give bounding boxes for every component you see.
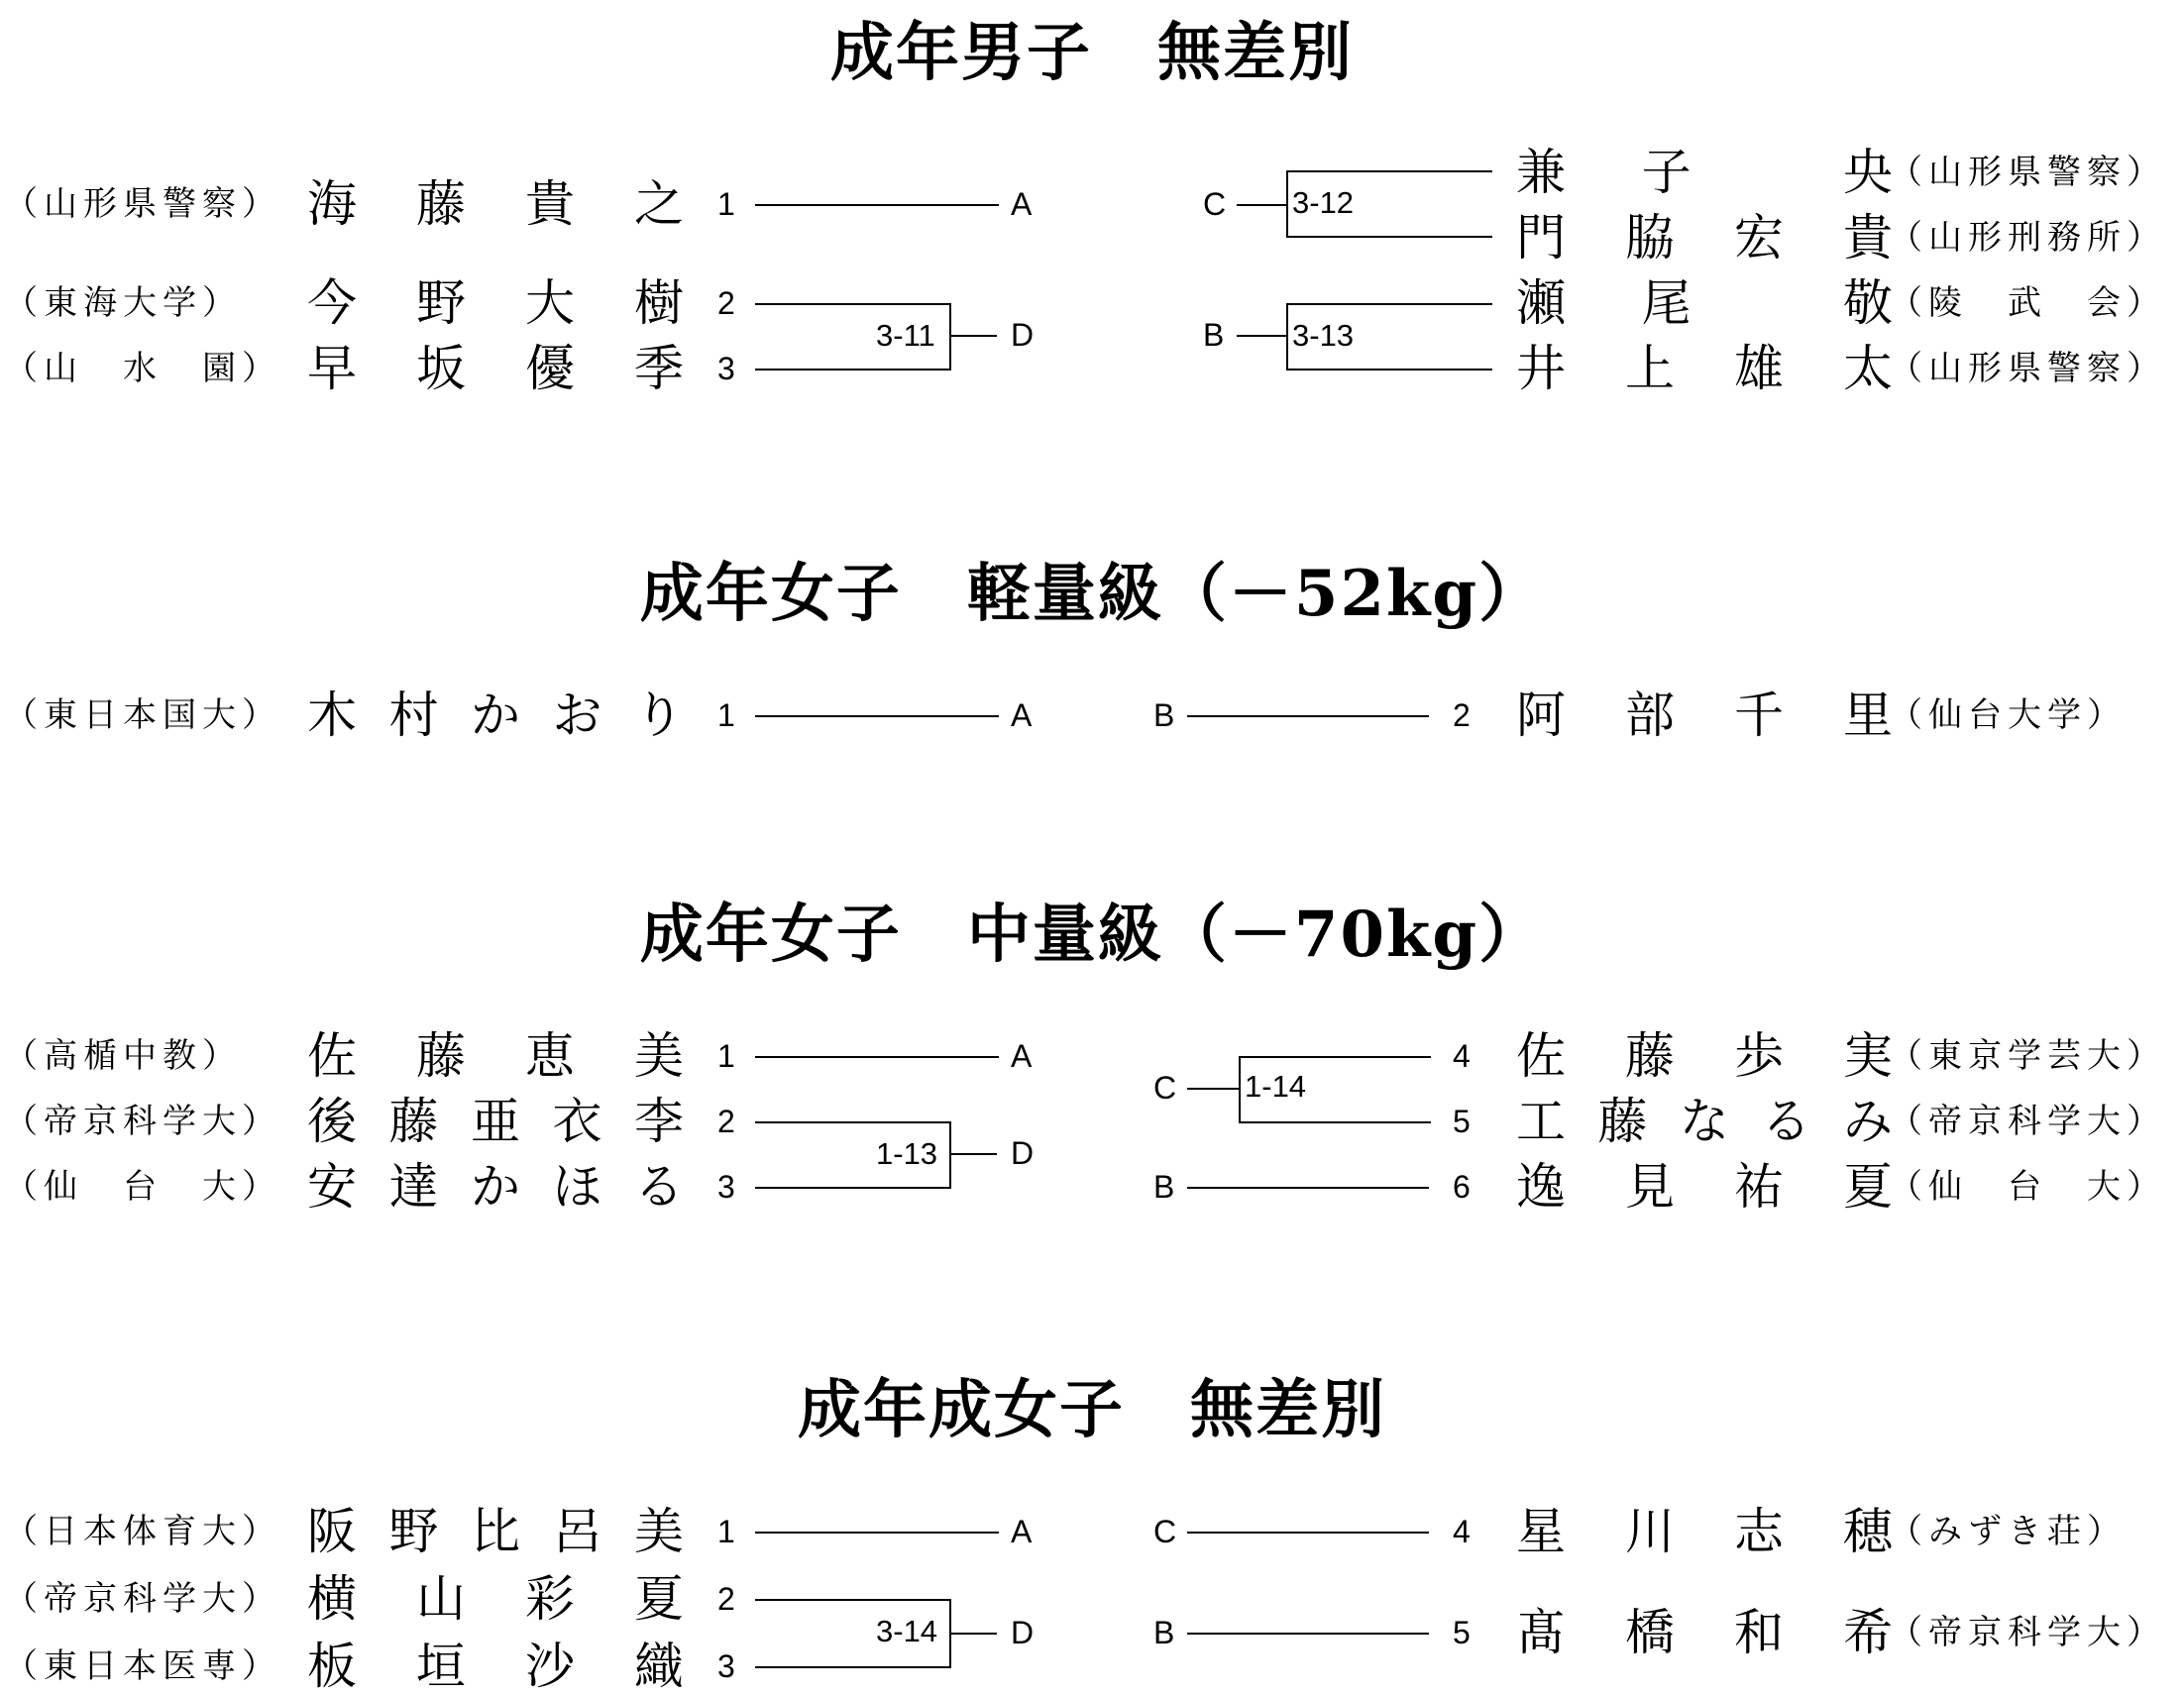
seed-number: 1 bbox=[717, 186, 735, 222]
seed-number: 2 bbox=[717, 285, 735, 321]
seed-number: 5 bbox=[1453, 1615, 1471, 1650]
match-score: 1-13 bbox=[876, 1136, 938, 1171]
bracket-label: D bbox=[1011, 1135, 1035, 1171]
right-affiliation: （山形県警察） bbox=[1889, 349, 2166, 388]
right-affiliation: （山形刑務所） bbox=[1889, 218, 2166, 258]
right-affiliation: （仙 台 大） bbox=[1889, 1167, 2166, 1207]
seed-number: 3 bbox=[717, 351, 735, 386]
bracket-label: C bbox=[1153, 1070, 1177, 1106]
bracket-line bbox=[1187, 1633, 1429, 1635]
match-score: 3-11 bbox=[876, 318, 935, 353]
right-athlete-name: 星 川 志 穂 bbox=[1516, 1503, 1893, 1560]
right-affiliation: （陵 武 会） bbox=[1889, 283, 2166, 323]
left-affiliation: （山 水 園） bbox=[4, 349, 281, 388]
bracket-line bbox=[951, 1153, 997, 1155]
bracket-label: B bbox=[1153, 1169, 1175, 1205]
bracket-label: B bbox=[1153, 697, 1175, 733]
left-athlete-name: 後 藤 亜 衣 李 bbox=[307, 1093, 684, 1150]
bracket-line bbox=[755, 715, 999, 717]
right-athlete-name: 門 脇 宏 貴 bbox=[1516, 209, 1893, 266]
left-affiliation: （帝京科学大） bbox=[4, 1102, 281, 1141]
section-title: 成年成女子 無差別 bbox=[798, 1373, 1386, 1447]
bracket-label: D bbox=[1011, 317, 1035, 353]
right-athlete-name: 逸 見 祐 夏 bbox=[1516, 1158, 1893, 1216]
seed-number: 1 bbox=[717, 1038, 735, 1074]
left-athlete-name: 板 垣 沙 織 bbox=[307, 1638, 684, 1695]
bracket-line bbox=[755, 204, 999, 206]
bracket-line bbox=[951, 1633, 997, 1635]
left-affiliation: （帝京科学大） bbox=[4, 1579, 281, 1619]
left-athlete-name: 海 藤 貴 之 bbox=[307, 175, 684, 233]
match-score: 3-12 bbox=[1292, 185, 1355, 220]
left-athlete-name: 安 達 か ほ る bbox=[307, 1158, 684, 1216]
left-affiliation: （山形県警察） bbox=[4, 184, 281, 224]
left-athlete-name: 早 坂 優 季 bbox=[307, 340, 684, 397]
right-athlete-name: 髙 橋 和 希 bbox=[1516, 1604, 1893, 1661]
bracket-label: D bbox=[1011, 1615, 1035, 1650]
bracket-label: C bbox=[1153, 1514, 1177, 1549]
bracket-line bbox=[951, 335, 997, 337]
right-affiliation: （帝京科学大） bbox=[1889, 1102, 2166, 1141]
left-athlete-name: 横 山 彩 夏 bbox=[307, 1570, 684, 1628]
right-athlete-name: 阿 部 千 里 bbox=[1516, 687, 1893, 744]
seed-number: 6 bbox=[1453, 1169, 1471, 1205]
bracket-line bbox=[1187, 1088, 1239, 1090]
left-athlete-name: 阪 野 比 呂 美 bbox=[307, 1503, 684, 1560]
section-title: 成年女子 軽量級（－52kg） bbox=[639, 557, 1545, 631]
section-title: 成年男子 無差別 bbox=[830, 16, 1354, 90]
left-affiliation: （東日本医専） bbox=[4, 1646, 281, 1686]
right-athlete-name: 兼 子 央 bbox=[1516, 144, 1893, 201]
left-affiliation: （東海大学） bbox=[4, 283, 242, 323]
seed-number: 4 bbox=[1453, 1514, 1471, 1549]
bracket-label: A bbox=[1011, 1514, 1033, 1549]
bracket-line bbox=[1237, 335, 1286, 337]
seed-number: 5 bbox=[1453, 1104, 1471, 1139]
bracket-label: A bbox=[1011, 697, 1033, 733]
seed-number: 1 bbox=[717, 697, 735, 733]
bracket-line bbox=[755, 1532, 999, 1534]
right-affiliation: （東京学芸大） bbox=[1889, 1036, 2166, 1076]
bracket-label: A bbox=[1011, 1038, 1033, 1074]
bracket-line bbox=[1187, 1532, 1429, 1534]
seed-number: 2 bbox=[717, 1581, 735, 1617]
bracket-label: B bbox=[1203, 317, 1225, 353]
match-score: 3-13 bbox=[1292, 318, 1355, 353]
left-athlete-name: 今 野 大 樹 bbox=[307, 274, 684, 332]
left-affiliation: （高楯中教） bbox=[4, 1036, 242, 1076]
right-athlete-name: 井 上 雄 太 bbox=[1516, 340, 1893, 397]
seed-number: 4 bbox=[1453, 1038, 1471, 1074]
match-score: 1-14 bbox=[1245, 1069, 1307, 1104]
bracket-line bbox=[1237, 204, 1286, 206]
right-athlete-name: 瀬 尾 敬 bbox=[1516, 274, 1893, 332]
right-athlete-name: 工 藤 な る み bbox=[1516, 1093, 1893, 1150]
seed-number: 1 bbox=[717, 1514, 735, 1549]
right-affiliation: （仙台大学） bbox=[1889, 695, 2127, 735]
match-score: 3-14 bbox=[876, 1614, 938, 1648]
bracket-label: C bbox=[1203, 186, 1227, 222]
bracket-line bbox=[755, 1056, 999, 1058]
seed-number: 3 bbox=[717, 1169, 735, 1205]
left-affiliation: （仙 台 大） bbox=[4, 1167, 281, 1207]
left-affiliation: （東日本国大） bbox=[4, 695, 281, 735]
left-affiliation: （日本体育大） bbox=[4, 1512, 281, 1551]
seed-number: 3 bbox=[717, 1648, 735, 1684]
right-athlete-name: 佐 藤 歩 実 bbox=[1516, 1027, 1893, 1085]
bracket-line bbox=[1187, 715, 1429, 717]
right-affiliation: （山形県警察） bbox=[1889, 153, 2166, 192]
seed-number: 2 bbox=[1453, 697, 1471, 733]
right-affiliation: （帝京科学大） bbox=[1889, 1613, 2166, 1652]
right-affiliation: （みずき荘） bbox=[1889, 1512, 2127, 1551]
bracket-label: B bbox=[1153, 1615, 1175, 1650]
bracket-line bbox=[1187, 1187, 1429, 1189]
left-athlete-name: 佐 藤 恵 美 bbox=[307, 1027, 684, 1085]
bracket-label: A bbox=[1011, 186, 1033, 222]
left-athlete-name: 木 村 か お り bbox=[307, 687, 684, 744]
section-title: 成年女子 中量級（－70kg） bbox=[639, 898, 1545, 972]
seed-number: 2 bbox=[717, 1104, 735, 1139]
